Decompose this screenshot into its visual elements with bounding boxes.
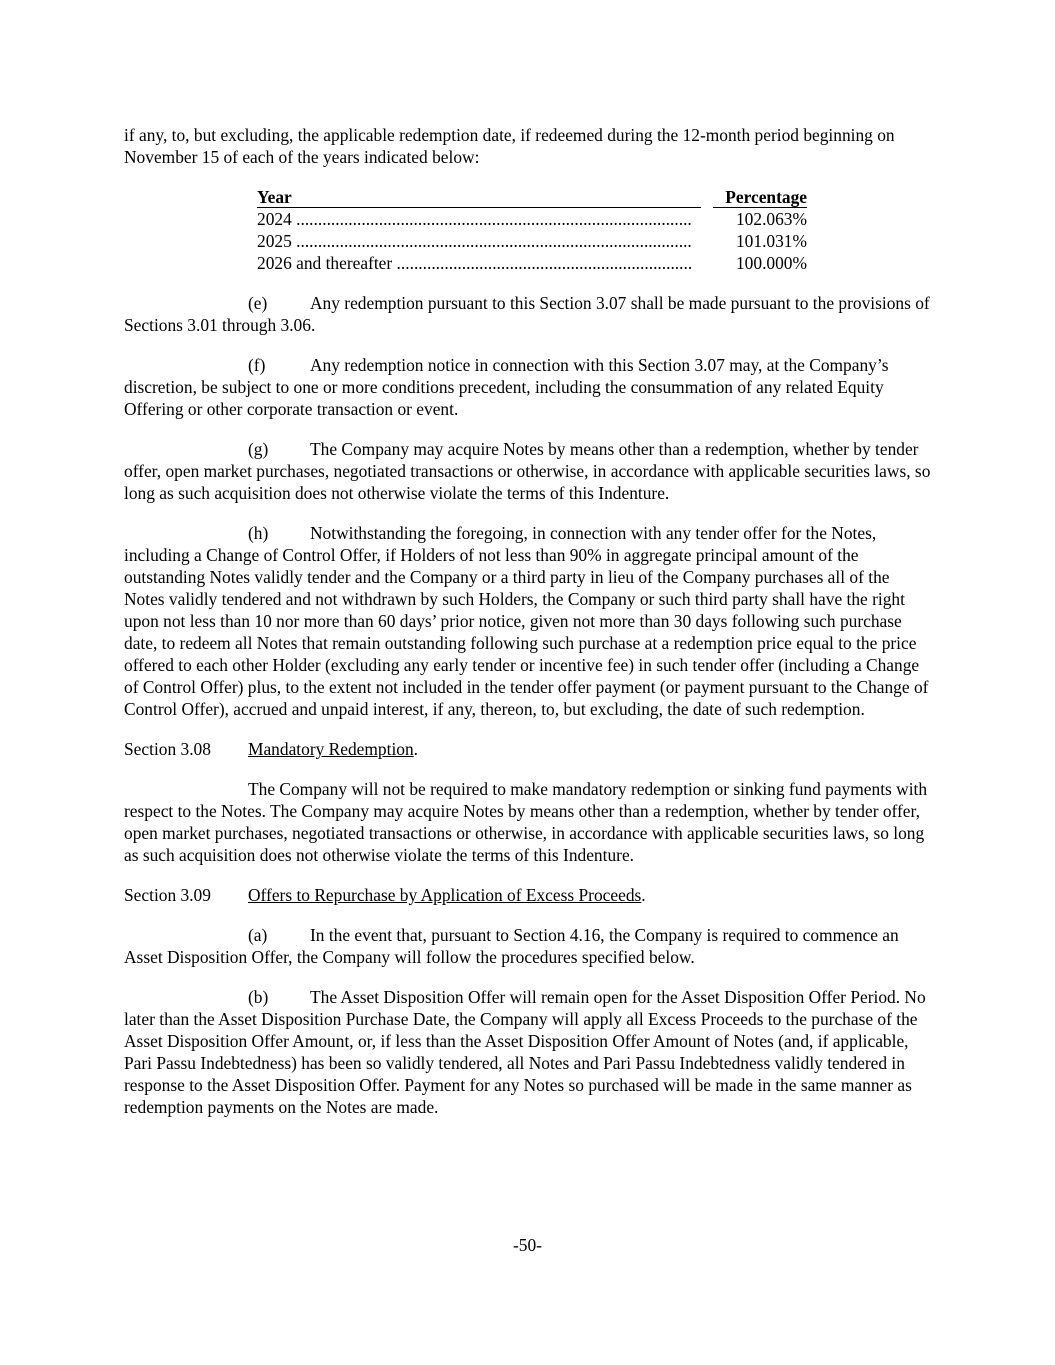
paragraph-e	[124, 292, 932, 336]
intro-paragraph: if any, to, but excluding, the applicable redemption date, if redeemed during the 12-month period beginning on November 15 of each of the years indicated below:	[124, 125, 895, 167]
row-percentage: 102.063%	[735, 209, 807, 229]
paragraph-h	[124, 522, 932, 720]
row-year: 2026 and thereafter	[257, 253, 393, 273]
paragraph-text: The Asset Disposition Offer will remain open for the Asset Disposition Offer Period. No later than the Asset Disposition Purchase Date, the Company will apply all Excess Proceeds to the purchase of the Asset Disposition Offer Amount, or, if less than the Asset Disposition Offer Amount of Notes (and, if applicable, Pari Passu Indebtedness) has been so validly tendered, all Notes and Pari Passu Indebtedness validly tendered in response to the Asset Disposition Offer. Payment for any Notes so purchased will be made in the same manner as redemption payments on the Notes are made.	[124, 987, 926, 1117]
paragraph-text: Any redemption notice in connection with this Section 3.07 may, at the Company’s discretion, be subject to one or more conditions precedent, including the consummation of any related Equity Offering or other corporate transaction or event.	[124, 355, 889, 419]
row-year: 2025	[257, 231, 292, 251]
header-year: Year	[257, 186, 701, 208]
paragraph-f	[124, 354, 932, 420]
table-row	[257, 252, 807, 274]
document-page	[124, 124, 932, 1136]
row-percentage: 101.031%	[735, 231, 807, 251]
paragraph-3-09-a	[124, 924, 932, 968]
paragraph-label: (f)	[248, 355, 266, 375]
page-number: -50-	[513, 1235, 542, 1255]
section-title: Offers to Repurchase by Application of Excess Proceeds	[248, 885, 642, 905]
paragraph-label: (b)	[248, 987, 269, 1007]
paragraph-3-09-b	[124, 986, 932, 1118]
section-title-period: .	[413, 739, 419, 759]
paragraph-label: (h)	[248, 523, 269, 543]
paragraph-text: Any redemption pursuant to this Section 3.07 shall be made pursuant to the provisions of Sections 3.01 through 3.06.	[124, 293, 930, 335]
header-percentage: Percentage	[713, 186, 807, 208]
section-title-period: .	[641, 885, 646, 905]
row-percentage: 100.000%	[735, 253, 807, 273]
leader-dots	[392, 253, 693, 273]
paragraph-label: (a)	[248, 925, 268, 945]
redemption-price-table	[257, 186, 807, 274]
paragraph-label: (e)	[248, 293, 268, 313]
table-header	[257, 186, 807, 208]
section-3-08-paragraph: The Company will not be required to make mandatory redemption or sinking fund payments with respect to the Notes. The Company may acquire Notes by means other than a redemption, whether by tender offer, open market purchases, negotiated transactions or otherwise, in accordance with applicable securities laws, so long as such acquisition does not otherwise violate the terms of this Indenture.	[124, 779, 928, 865]
paragraph-text: The Company may acquire Notes by means other than a redemption, whether by tender offer, open market purchases, negotiated transactions or otherwise, in accordance with applicable securities laws, so long as such acquisition does not otherwise violate the terms of this Indenture.	[124, 439, 931, 503]
table-row	[257, 208, 807, 230]
table-row	[257, 230, 807, 252]
paragraph-text: In the event that, pursuant to Section 4.16, the Company is required to commence an Asset Disposition Offer, the Company will follow the procedures specified below.	[124, 925, 899, 967]
section-title: Mandatory Redemption	[248, 739, 414, 759]
leader-dots	[292, 231, 693, 251]
row-year: 2024	[257, 209, 292, 229]
section-3-08-heading	[124, 738, 932, 760]
leader-dots	[292, 209, 693, 229]
section-3-09-heading	[124, 884, 932, 906]
section-number: Section 3.08	[124, 739, 211, 759]
paragraph-label: (g)	[248, 439, 269, 459]
paragraph-g	[124, 438, 932, 504]
paragraph-text: Notwithstanding the foregoing, in connection with any tender offer for the Notes, including a Change of Control Offer, if Holders of not less than 90% in aggregate principal amount of the outstanding Notes validly tender and the Company or a third party in lieu of the Company purchases all of the Notes validly tendered and not withdrawn by such Holders, the Company or such third party shall have the right upon not less than 10 nor more than 60 days’ prior notice, given not more than 30 days following such purchase date, to redeem all Notes that remain outstanding following such purchase at a redemption price equal to the price offered to each other Holder (excluding any early tender or incentive fee) in such tender offer (including a Change of Control Offer) plus, to the extent not included in the tender offer payment (or payment pursuant to the Change of Control Offer), accrued and unpaid interest, if any, thereon, to, but excluding, the date of such redemption.	[124, 523, 929, 719]
section-number: Section 3.09	[124, 885, 211, 905]
